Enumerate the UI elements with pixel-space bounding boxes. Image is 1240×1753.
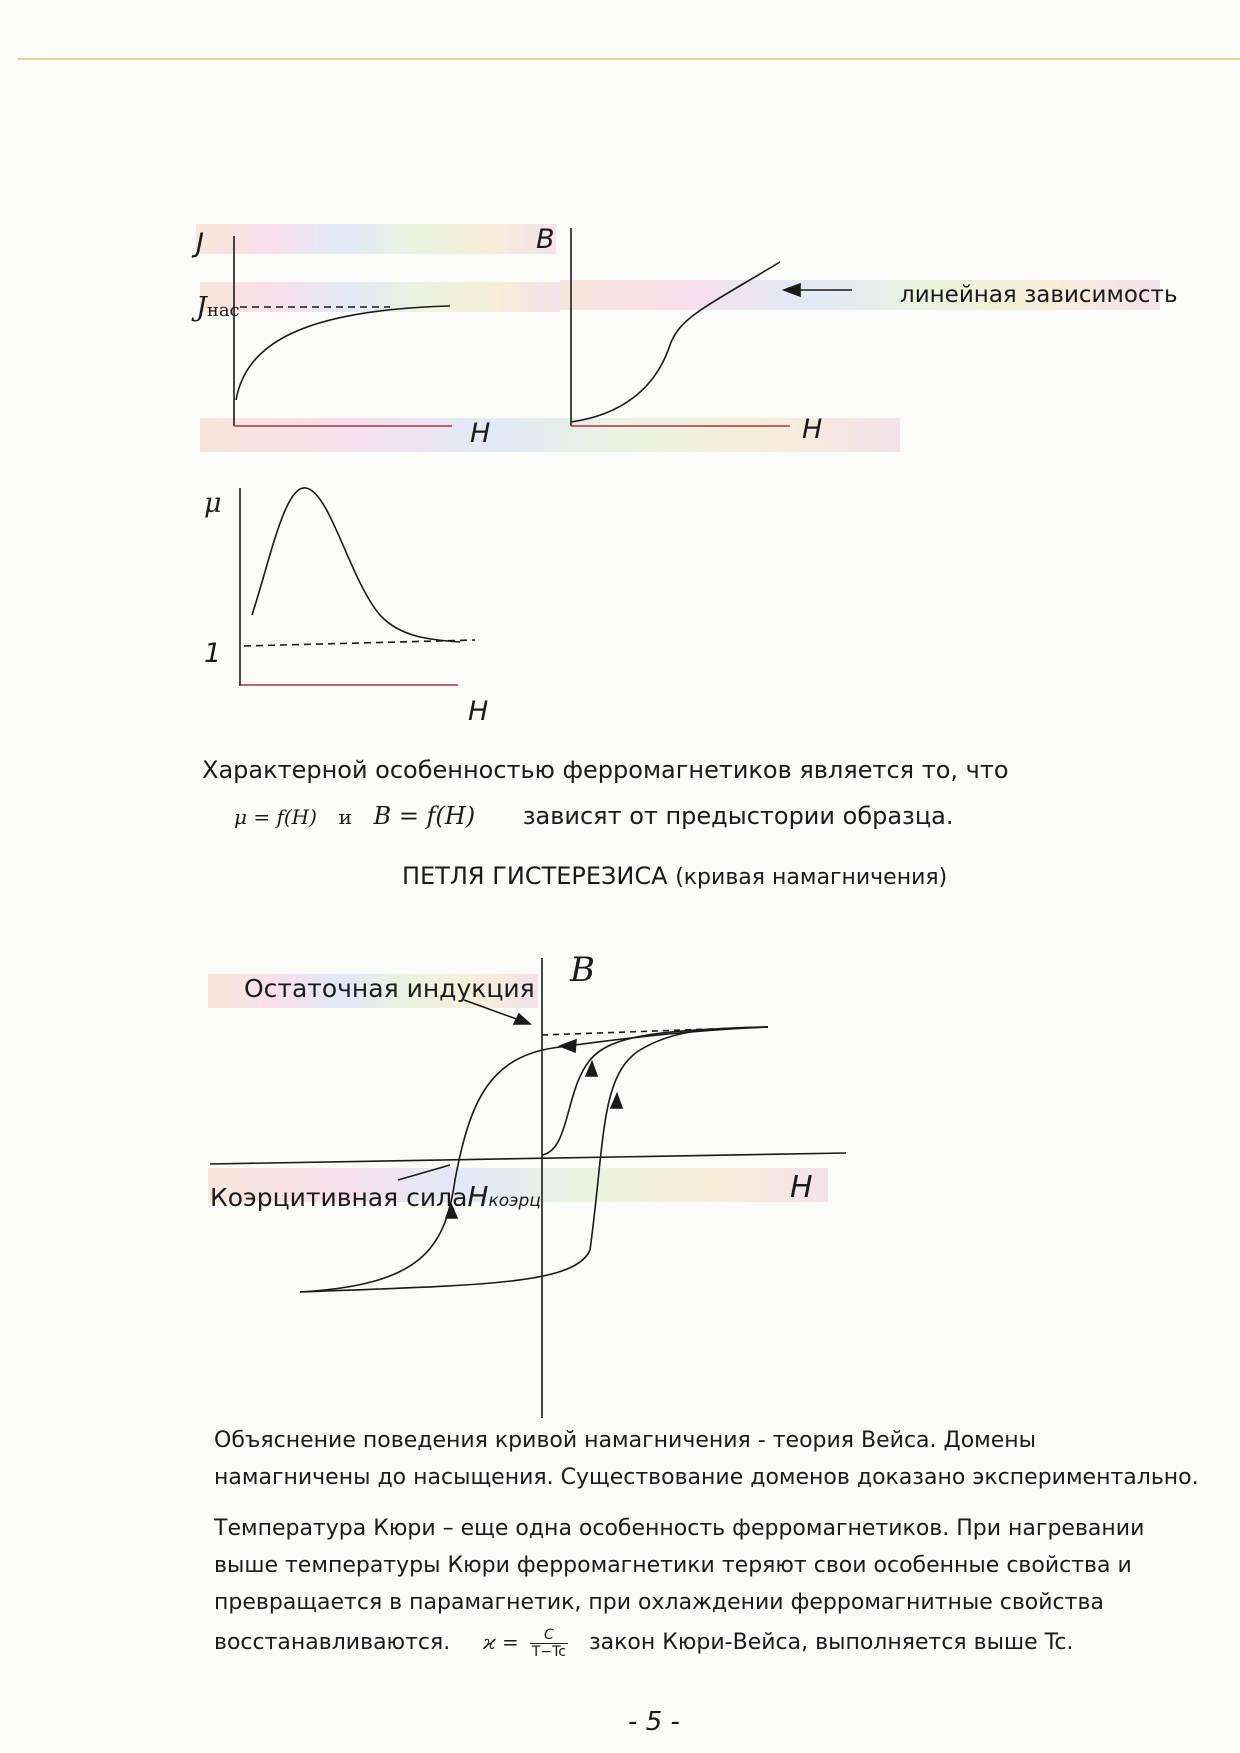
h-axis-label-1: H xyxy=(470,418,491,449)
hyst-h-axis-label: H xyxy=(790,1170,813,1205)
para3-line2: выше температуры Кюри ферромагнетики теряют свои особенные свойства и xyxy=(214,1553,1132,1578)
para2-line1: Объяснение поведения кривой намагничения - теория Вейса. Домены xyxy=(214,1428,1037,1453)
conj: и xyxy=(338,805,352,829)
remanence-pointer xyxy=(464,1000,522,1021)
h-axis-label-3: H xyxy=(468,696,489,727)
hysteresis-subtitle: (кривая намагничения) xyxy=(675,865,948,890)
h-axis-label-2: H xyxy=(802,414,823,445)
mu-axis-label: μ xyxy=(204,488,222,519)
formula-mu: μ = f(H) xyxy=(234,805,317,829)
hyst-arrow-1 xyxy=(560,1040,576,1052)
hyst-loop-upper xyxy=(300,1027,768,1292)
hysteresis-title-main: ПЕТЛЯ ГИСТЕРЕЗИСА xyxy=(402,862,668,890)
curie-fraction xyxy=(530,1627,568,1660)
para3-line3: превращается в парамагнетик, при охлаждении ферромагнитные свойства xyxy=(214,1590,1104,1615)
para3-line4-end: закон Кюри-Вейса, выполняется выше Tc. xyxy=(588,1630,1074,1655)
page-number: - 5 - xyxy=(628,1707,680,1737)
fraction-denominator: T−Tc xyxy=(531,1643,566,1660)
hyst-loop-lower xyxy=(300,1027,768,1292)
linear-dependence-label: линейная зависимость xyxy=(900,282,1178,308)
para3-line1: Температура Кюри – еще одна особенность ферромагнетиков. При нагревании xyxy=(214,1516,1145,1541)
coercive-text: Коэрцитивная сила xyxy=(210,1183,468,1212)
j-sat-main: J xyxy=(196,292,207,323)
coercive-pointer xyxy=(398,1165,450,1180)
hyst-arrow-3 xyxy=(611,1094,622,1108)
para1-line2 xyxy=(234,798,954,836)
fraction-numerator: C xyxy=(530,1627,568,1644)
remanence-label: Остаточная индукция xyxy=(244,974,535,1003)
kappa-symbol: ϰ = xyxy=(483,1630,519,1654)
hyst-b-axis-label: B xyxy=(570,950,595,990)
j-axis-label: J xyxy=(196,228,204,259)
remanence-pointer-head xyxy=(514,1014,530,1024)
para3-line4 xyxy=(214,1624,1073,1661)
para2-line2: намагничены до насыщения. Существование доменов доказано экспериментально. xyxy=(214,1465,1199,1490)
one-label: 1 xyxy=(204,638,222,669)
formula-b: B = f(H) xyxy=(373,802,476,830)
hysteresis-title xyxy=(402,858,947,896)
linear-arrow-head xyxy=(784,284,800,296)
b-curve xyxy=(571,262,780,422)
para1-line2-rest: зависят от предыстории образца. xyxy=(522,802,954,830)
j-sat-sub: нас xyxy=(206,300,240,321)
para3-line4-start: восстанавливаются. xyxy=(214,1630,451,1655)
b-axis-label: B xyxy=(536,224,555,255)
coercive-symbol: H xyxy=(467,1180,489,1213)
hyst-horizontal-axis xyxy=(210,1153,846,1164)
coercive-label xyxy=(210,1180,541,1213)
mu-curve xyxy=(252,488,460,642)
j-curve xyxy=(236,306,450,400)
j-sat-label xyxy=(196,292,240,323)
coercive-sub: коэрц xyxy=(488,1191,541,1211)
para1-line1: Характерной особенностью ферромагнетиков является то, что xyxy=(202,756,1009,784)
